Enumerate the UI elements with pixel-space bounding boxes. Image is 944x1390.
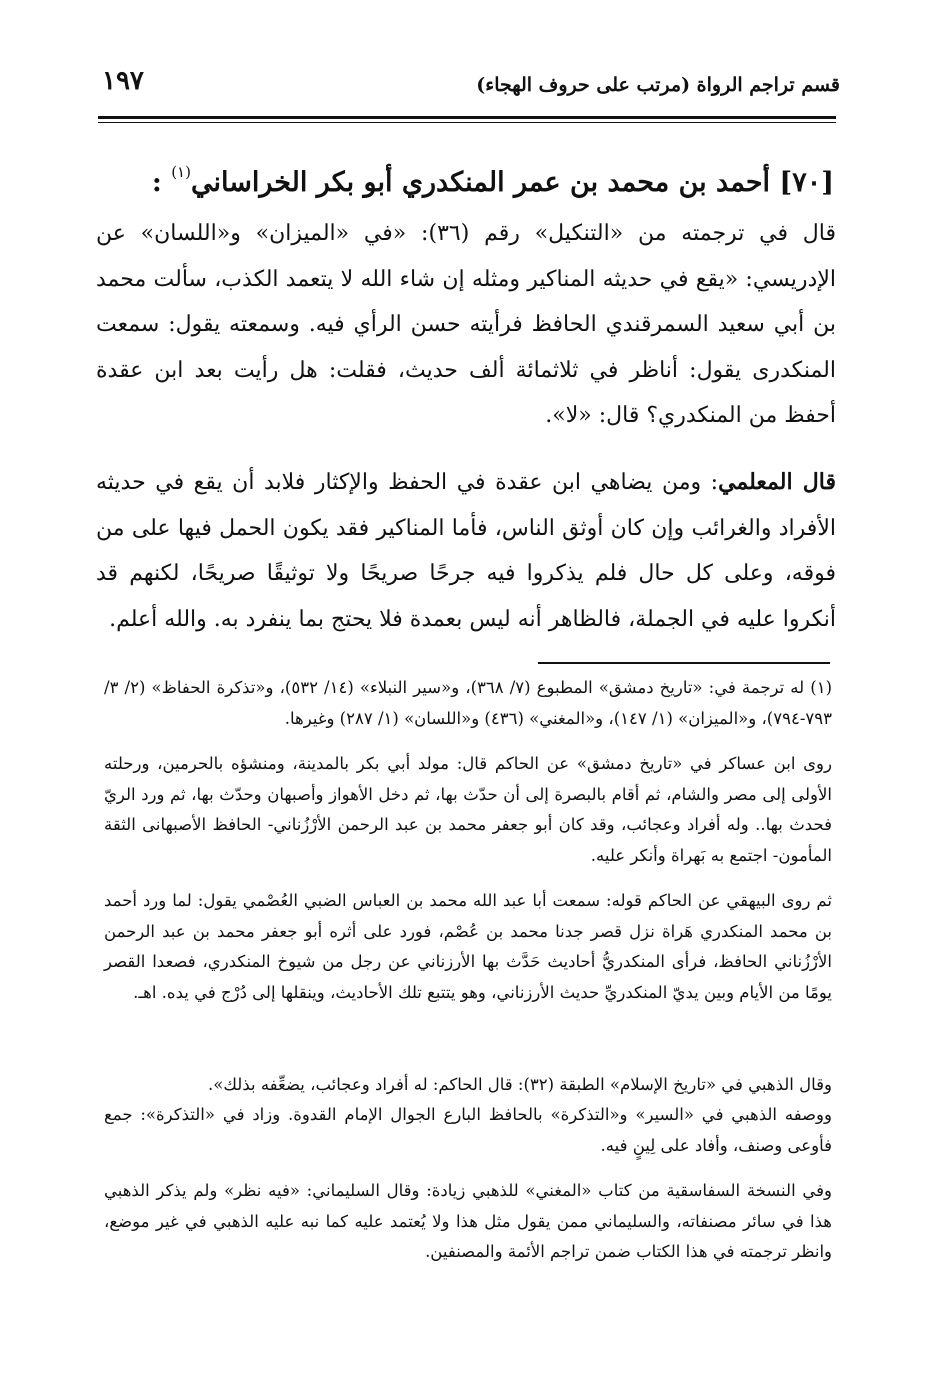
footnote-1: (١) له ترجمة في: «تاريخ دمشق» المطبوع (٧/ ٣٦٨)، و«سير النبلاء» (١٤/ ٥٣٢)، و«تذكرة الحفاظ» (٢/ ٣/ ٧٩٣-٧٩٤)، و«الميزان» (١/ ١٤٧)، و«المغني» (٤٣٦) و«اللسان» (١/ ٢٨٧) وغيرها.: [104, 678, 833, 728]
header-rule-thick: [98, 116, 836, 119]
running-head: قسم تراجم الرواة (مرتب على حروف الهجاء): [476, 74, 840, 96]
header-rule-thin: [98, 122, 836, 123]
speaker-label: قال المعلمي: [718, 469, 836, 495]
entry-title-text: [٧٠] أحمد بن محمد بن عمر المنكدري أبو بكر الخراساني: [190, 167, 834, 198]
footnote-marker: (١): [171, 163, 191, 181]
body-paragraph-2-text: : ومن يضاهي ابن عقدة في الحفظ والإكثار فلابد أن يقع في حديثه الأفراد والغرائب وإن كان أوثق الناس، فأما المناكير فقد يكون الحمل فيها على من فوقه، وعلى كل حال فلم يذكروا فيه جرحًا صريحًا ولا توثيقًا صريحًا، لكنهم قد أنكروا عليه في الجملة، فالظاهر أنه ليس بعمدة فلا يحتج بما ينفرد به. والله أعلم.: [96, 470, 836, 632]
footnote-paragraph-1: روى ابن عساكر في «تاريخ دمشق» عن الحاكم قال: مولد أبي بكر بالمدينة، ومنشؤه بالحرمين، ورحلته الأولى إلى مصر والشام، ثم أقام بالبصرة إلى أن حدّث بها، ثم دخل الأهواز وأصبهان وحدّث بها، ثم ورد الريّ فحدث بها.. وله أفراد وعجائب، وقد كان أبو جعفر محمد بن عبد الرحمن الأرْزُناني- الحافظ الأصبهانى الثقة المأمون- اجتمع به بَهراة وأنكر عليه.: [104, 754, 832, 865]
footnote-paragraph-5: وفي النسخة السفاسقية من كتاب «المغني» للذهبي زيادة: وقال السليماني: «فيه نظر» ولم يذكر الذهبي هذا في سائر مصنفاته، والسليماني ممن يقول مثل هذا ولا يُعتمد عليه كما نبه عليه الذهبي في غير موضع، وانظر ترجمته في هذا الكتاب ضمن تراجم الأئمة والمصنفين.: [104, 1181, 832, 1262]
body-paragraph-1: قال في ترجمته من «التنكيل» رقم (٣٦): «في «الميزان» و«اللسان» عن الإدريسي: «يقع في حديثه المناكير ومثله إن شاء الله لا يتعمد الكذب، سألت محمد بن أبي سعيد السمرقندي الحافظ فرأيته حسن الرأي فيه. وسمعته يقول: سمعت المنكدرى يقول: أناظر في ثلاثمائة ألف حديث، فقلت: هل رأيت بعد ابن عقدة أحفظ من المنكدري؟ قال: «لا».: [96, 221, 836, 429]
body-paragraph-2: [96, 460, 836, 642]
entry-title-suffix: :: [151, 167, 162, 198]
entry-title: [104, 146, 834, 209]
footnote-paragraph-3: وقال الذهبي في «تاريخ الإسلام» الطبقة (٣٢): قال الحاكم: له أفراد وعجائب، يضعِّفه بذلك».: [208, 1075, 832, 1094]
footnote-paragraph-2: ثم روى البيهقي عن الحاكم قوله: سمعت أبا عبد الله محمد بن العباس الضبي العُصْمي يقول: لما ورد أحمد بن محمد المنكدري هَراة نزل قصر جدنا محمد بن عُصْم، فورد على أثره أبو جعفر محمد بن عبد الرحمن الأرْزُناني الحافظ، فرأى المنكدريُّ أحاديث حَدَّث بها الأرزناني عن رجل من شيوخ المنكدري، فصعدا القصر يومًا من الأيام وبين يديّ المنكدريِّ حديث الأرزناني، وهو يتتبع تلك الأحاديث، وينقلها إلى دُرْج في يده. اهـ.: [104, 891, 832, 1002]
footnote-paragraph-4: ووصفه الذهبي في «السير» و«التذكرة» بالحافظ البارع الجوال الإمام القدوة. وزاد في «التذكرة»: جمع فأوعى وصنف، وأفاد على لِينٍ فيه.: [104, 1105, 832, 1155]
footnote-separator: [538, 662, 830, 664]
page-number: ١٩٧: [102, 66, 144, 96]
